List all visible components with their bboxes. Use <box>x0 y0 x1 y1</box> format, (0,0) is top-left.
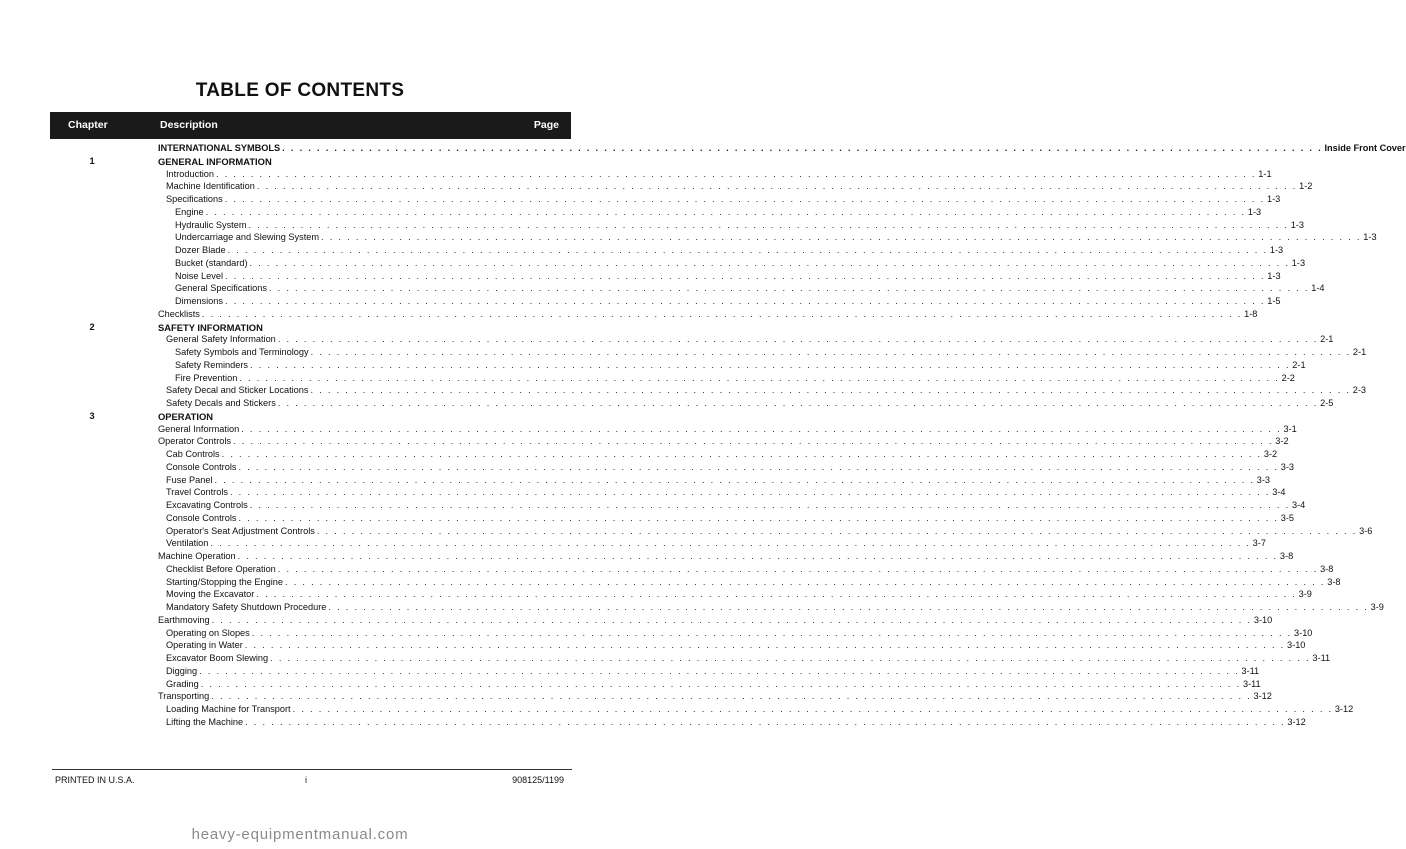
toc-row <box>0 206 1262 219</box>
entry-page: 1-8 <box>1244 308 1258 319</box>
dot-leader: . . . . . . . . . . . . . . . . . . . . . . . . . . . . . . . . . . . . . . . . . . . . . . . . . . . . . . . . . . . . . . . . . . . . . . . . . . . . . . . . . . . . . . . . . . . . . . . . . . . . . . . . . . . . . . . . . . . . . . . . <box>321 232 1362 243</box>
toc-row <box>0 333 1334 346</box>
toc-row <box>0 142 1406 155</box>
toc-row <box>0 180 1313 193</box>
dot-leader: . . . . . . . . . . . . . . . . . . . . . . . . . . . . . . . . . . . . . . . . . . . . . . . . . . . . . . . . . . . . . . . . . . . . . . . . . . . . . . . . . . . . . . . . . . . . . . . . . . . . . . . . . . . . . . . . . . . . . . . . <box>210 538 1251 549</box>
entry-label: Safety Symbols and Terminology <box>175 347 309 357</box>
entry-label: Excavating Controls <box>166 500 248 510</box>
toc-row <box>0 690 1272 703</box>
entry-label: Operating in Water <box>166 640 243 651</box>
header-chapter: Chapter <box>68 119 108 131</box>
entry-page: 1-3 <box>1291 257 1306 268</box>
dot-leader: . . . . . . . . . . . . . . . . . . . . . . . . . . . . . . . . . . . . . . . . . . . . . . . . . . . . . . . . . . . . . . . . . . . . . . . . . . . . . . . . . . . . . . . . . . . . . . . . . . . . . . . . . . . . . . . . . . . . . . . . <box>310 347 1351 357</box>
entry-label: Operator's Seat Adjustment Controls <box>166 525 315 536</box>
toc-row <box>0 678 1261 691</box>
entry-label: Checklist Before Operation <box>166 563 276 574</box>
toc-row <box>0 601 1384 614</box>
entry-label: Starting/Stopping the Engine <box>166 576 283 587</box>
dot-leader: . . . . . . . . . . . . . . . . . . . . . . . . . . . . . . . . . . . . . . . . . . . . . . . . . . . . . . . . . . . . . . . . . . . . . . . . . . . . . . . . . . . . . . . . . . . . . . . . . . . . . . . . . . . . . . . . . . . . . . . . <box>249 500 1290 510</box>
entry-page: 3-10 <box>1294 627 1313 638</box>
entry-page: 3-4 <box>1272 487 1286 498</box>
dot-leader: . . . . . . . . . . . . . . . . . . . . . . . . . . . . . . . . . . . . . . . . . . . . . . . . . . . . . . . . . . . . . . . . . . . . . . . . . . . . . . . . . . . . . . . . . . . . . . . . . . . . . . . . . . . . . . . . . . . . . . . . <box>251 627 1293 638</box>
dot-leader: . . . . . . . . . . . . . . . . . . . . . . . . . . . . . . . . . . . . . . . . . . . . . . . . . . . . . . . . . . . . . . . . . . . . . . . . . . . . . . . . . . . . . . . . . . . . . . . . . . . . . . . . . . . . . . . . . . . . . . . . <box>268 283 1310 294</box>
toc-entry <box>166 168 1272 181</box>
toc-entry <box>158 435 1289 448</box>
dot-leader: . . . . . . . . . . . . . . . . . . . . . . . . . . . . . . . . . . . . . . . . . . . . . . . . . . . . . . . . . . . . . . . . . . . . . . . . . . . . . . . . . . . . . . . . . . . . . . . . . . . . . . . . . . . . . . . . . . . . . . . . <box>310 385 1351 396</box>
dot-leader: . . . . . . . . . . . . . . . . . . . . . . . . . . . . . . . . . . . . . . . . . . . . . . . . . . . . . . . . . . . . . . . . . . . . . . . . . . . . . . . . . . . . . . . . . . . . . . . . . . . . . . . . . . . . . . . . . . . . . . . . <box>239 372 1280 383</box>
entry-page: 3-12 <box>1253 691 1272 702</box>
toc-row <box>0 193 1281 206</box>
chapter-number: 3 <box>89 410 95 421</box>
toc-row <box>0 716 1306 729</box>
entry-page: 3-10 <box>1253 614 1273 625</box>
toc-entry <box>166 180 1313 193</box>
toc-row <box>0 435 1289 448</box>
dot-leader: . . . . . . . . . . . . . . . . . . . . . . . . . . . . . . . . . . . . . . . . . . . . . . . . . . . . . . . . . . . . . . . . . . . . . . . . . . . . . . . . . . . . . . . . . . . . . . . . . . . . . . . . . . . . . . . . . . . . . . . . <box>225 270 1266 281</box>
dot-leader: . . . . . . . . . . . . . . . . . . . . . . . . . . . . . . . . . . . . . . . . . . . . . . . . . . . . . . . . . . . . . . . . . . . . . . . . . . . . . . . . . . . . . . . . . . . . . . . . . . . . . . . . . . . . . . . . . . . . . . . . <box>238 512 1279 523</box>
entry-page: 3-8 <box>1320 563 1334 574</box>
dot-leader: . . . . . . . . . . . . . . . . . . . . . . . . . . . . . . . . . . . . . . . . . . . . . . . . . . . . . . . . . . . . . . . . . . . . . . . . . . . . . . . . . . . . . . . . . . . . . . . . . . . . . . . . . . . . . . . . . . . . . . . . <box>205 206 1246 217</box>
entry-page: 3-5 <box>1280 512 1295 523</box>
toc-entry <box>175 270 1281 283</box>
entry-label: Engine <box>175 206 204 217</box>
toc-entry <box>166 627 1313 640</box>
toc-row <box>0 282 1325 295</box>
toc-row <box>0 295 1281 308</box>
toc-entry <box>158 614 1273 627</box>
toc-row <box>0 231 1377 244</box>
toc-entry <box>175 346 1367 359</box>
toc-row <box>0 168 1272 181</box>
dot-leader: . . . . . . . . . . . . . . . . . . . . . . . . . . . . . . . . . . . . . . . . . . . . . . . . . . . . . . . . . . . . . . . . . . . . . . . . . . . . . . . . . . . . . . . . . . . . . . . . . . . . . . . . . . . . . . . . . . . . . . . . <box>248 219 1289 230</box>
dot-leader: . . . . . . . . . . . . . . . . . . . . . . . . . . . . . . . . . . . . . . . . . . . . . . . . . . . . . . . . . . . . . . . . . . . . . . . . . . . . . . . . . . . . . . . . . . . . . . . . . . . . . . . . . . . . . . . . . . . . . . . . <box>229 487 1271 498</box>
toc-entry <box>166 652 1331 665</box>
toc-row <box>0 270 1281 283</box>
toc-entry <box>166 193 1281 206</box>
entry-label: Transporting <box>158 691 210 702</box>
entry-page: 3-2 <box>1263 449 1278 459</box>
dot-leader: . . . . . . . . . . . . . . . . . . . . . . . . . . . . . . . . . . . . . . . . . . . . . . . . . . . . . . . . . . . . . . . . . . . . . . . . . . . . . . . . . . . . . . . . . . . . . . . . . . . . . . . . . . . . . . . . . . . . . . . . <box>227 245 1268 255</box>
entry-label: Travel Controls <box>166 487 228 498</box>
entry-page: 3-4 <box>1291 500 1306 510</box>
toc-entry <box>175 244 1284 257</box>
entry-page: 1-3 <box>1247 206 1262 217</box>
entry-page: 3-9 <box>1298 589 1312 600</box>
dot-leader: . . . . . . . . . . . . . . . . . . . . . . . . . . . . . . . . . . . . . . . . . . . . . . . . . . . . . . . . . . . . . . . . . . . . . . . . . . . . . . . . . . . . . . . . . . . . . . . . . . . . . . . . . . . . . . . . . . . . . . . . <box>221 449 1262 459</box>
footer-page-number: i <box>305 775 307 785</box>
page-title: TABLE OF CONTENTS <box>195 80 405 101</box>
entry-label: Safety Decal and Sticker Locations <box>166 385 309 396</box>
dot-leader: . . . . . . . . . . . . . . . . . . . . . . . . . . . . . . . . . . . . . . . . . . . . . . . . . . . . . . . . . . . . . . . . . . . . . . . . . . . . . . . . . . . . . . . . . . . . . . . . . . . . . . . . . . . . . . . . . . . . . . . . <box>201 308 1243 319</box>
entry-page: 3-7 <box>1252 538 1266 549</box>
toc-row <box>0 359 1306 372</box>
toc-entry <box>175 282 1325 295</box>
entry-page: 3-11 <box>1242 678 1261 689</box>
toc-entry <box>166 601 1384 614</box>
entry-page: 3-8 <box>1327 576 1341 587</box>
entry-label: Undercarriage and Slewing System <box>175 232 320 243</box>
dot-leader: . . . . . . . . . . . . . . . . . . . . . . . . . . . . . . . . . . . . . . . . . . . . . . . . . . . . . . . . . . . . . . . . . . . . . . . . . . . . . . . . . . . . . . . . . . . . . . . . . . . . . . . . . . . . . . . . . . . . . . . . <box>211 614 1252 625</box>
entry-label: Machine Operation <box>158 551 236 561</box>
dot-leader: . . . . . . . . . . . . . . . . . . . . . . . . . . . . . . . . . . . . . . . . . . . . . . . . . . . . . . . . . . . . . . . . . . . . . . . . . . . . . . . . . . . . . . . . . . . . . . . . . . . . . . . . . . . . . . . . . . . . . . . . <box>224 194 1265 204</box>
entry-label: Specifications <box>166 194 223 204</box>
dot-leader: . . . . . . . . . . . . . . . . . . . . . . . . . . . . . . . . . . . . . . . . . . . . . . . . . . . . . . . . . . . . . . . . . . . . . . . . . . . . . . . . . . . . . . . . . . . . . . . . . . . . . . . . . . . . . . . . . . . . . . . . <box>270 653 1311 663</box>
entry-label: Ventilation <box>166 538 209 549</box>
toc-row <box>0 448 1278 461</box>
toc-entry <box>175 295 1281 308</box>
toc-entry <box>166 665 1260 678</box>
header-page: Page <box>533 119 559 131</box>
chapter-heading-row <box>0 410 600 423</box>
toc-entry <box>175 206 1262 219</box>
header-description: Description <box>160 119 218 131</box>
dot-leader: . . . . . . . . . . . . . . . . . . . . . . . . . . . . . . . . . . . . . . . . . . . . . . . . . . . . . . . . . . . . . . . . . . . . . . . . . . . . . . . . . . . . . . . . . . . . . . . . . . . . . . . . . . . . . . . . . . . . . . . . <box>256 589 1297 600</box>
chapter-heading-row <box>0 155 600 168</box>
toc-entry <box>166 703 1354 716</box>
entry-page: 1-4 <box>1311 283 1325 294</box>
toc-entry <box>166 384 1367 397</box>
entry-label: INTERNATIONAL SYMBOLS <box>158 143 281 153</box>
toc-entry <box>166 474 1271 487</box>
toc-entry <box>175 219 1305 232</box>
toc-entry <box>158 308 1258 321</box>
entry-label: Introduction <box>166 168 215 179</box>
entry-page: 3-3 <box>1280 461 1295 472</box>
entry-label: Noise Level <box>175 270 224 281</box>
entry-label: General Information <box>158 423 240 434</box>
toc-row <box>0 652 1331 665</box>
toc-row <box>0 525 1373 538</box>
entry-page: 3-10 <box>1287 640 1306 651</box>
dot-leader: . . . . . . . . . . . . . . . . . . . . . . . . . . . . . . . . . . . . . . . . . . . . . . . . . . . . . . . . . . . . . . . . . . . . . . . . . . . . . . . . . . . . . . . . . . . . . . . . . . . . . . . . . . . . . . . . . . . . . . . . <box>316 525 1358 536</box>
entry-label: Excavator Boom Slewing <box>166 653 269 663</box>
toc-row <box>0 703 1354 716</box>
entry-page: Inside Front Cover <box>1324 143 1406 153</box>
entry-label: Machine Identification <box>166 181 255 192</box>
toc-row <box>0 614 1273 627</box>
entry-page: 3-9 <box>1370 602 1384 612</box>
toc-entry <box>166 716 1306 729</box>
toc-row <box>0 550 1294 563</box>
entry-page: 2-1 <box>1320 334 1334 345</box>
toc-row <box>0 384 1367 397</box>
dot-leader: . . . . . . . . . . . . . . . . . . . . . . . . . . . . . . . . . . . . . . . . . . . . . . . . . . . . . . . . . . . . . . . . . . . . . . . . . . . . . . . . . . . . . . . . . . . . . . . . . . . . . . . . . . . . . . . . . . . . . . . . <box>214 474 1255 485</box>
toc-entry <box>166 537 1266 550</box>
dot-leader: . . . . . . . . . . . . . . . . . . . . . . . . . . . . . . . . . . . . . . . . . . . . . . . . . . . . . . . . . . . . . . . . . . . . . . . . . . . . . . . . . . . . . . . . . . . . . . . . . . . . . . . . . . . . . . . . . . . . . . . . <box>237 551 1278 561</box>
dot-leader: . . . . . . . . . . . . . . . . . . . . . . . . . . . . . . . . . . . . . . . . . . . . . . . . . . . . . . . . . . . . . . . . . . . . . . . . . . . . . . . . . . . . . . . . . . . . . . . . . . . . . . . . . . . . . . . . . . . . . . . . <box>245 716 1286 727</box>
toc-row <box>0 627 1313 640</box>
toc-row <box>0 639 1306 652</box>
entry-label: Console Controls <box>166 512 237 523</box>
dot-leader: . . . . . . . . . . . . . . . . . . . . . . . . . . . . . . . . . . . . . . . . . . . . . . . . . . . . . . . . . . . . . . . . . . . . . . . . . . . . . . . . . . . . . . . . . . . . . . . . . . . . . . . . . . . . . . . . . . . . . . . . <box>238 461 1279 472</box>
toc-row <box>0 563 1334 576</box>
dot-leader: . . . . . . . . . . . . . . . . . . . . . . . . . . . . . . . . . . . . . . . . . . . . . . . . . . . . . . . . . . . . . . . . . . . . . . . . . . . . . . . . . . . . . . . . . . . . . . . . . . . . . . . . . . . . . . . . . . . . . . . . <box>277 398 1319 408</box>
toc-row <box>0 665 1260 678</box>
toc-row <box>0 423 1297 436</box>
toc-row <box>0 219 1305 232</box>
entry-page: 3-8 <box>1279 551 1294 561</box>
entry-label: Console Controls <box>166 461 237 472</box>
entry-label: Safety Decals and Stickers <box>166 398 276 408</box>
toc-row <box>0 257 1306 270</box>
entry-label: Dimensions <box>175 296 223 306</box>
entry-page: 2-1 <box>1292 359 1306 370</box>
chapter-title: SAFETY INFORMATION <box>158 321 263 333</box>
toc-row <box>0 372 1295 385</box>
toc-row <box>0 244 1284 257</box>
toc-entry <box>158 142 1406 155</box>
entry-page: 1-3 <box>1267 270 1281 281</box>
entry-label: Operating on Slopes <box>166 627 250 638</box>
dot-leader: . . . . . . . . . . . . . . . . . . . . . . . . . . . . . . . . . . . . . . . . . . . . . . . . . . . . . . . . . . . . . . . . . . . . . . . . . . . . . . . . . . . . . . . . . . . . . . . . . . . . . . . . . . . . . . . . . . . . . . . . <box>277 563 1319 574</box>
dot-leader: . . . . . . . . . . . . . . . . . . . . . . . . . . . . . . . . . . . . . . . . . . . . . . . . . . . . . . . . . . . . . . . . . . . . . . . . . . . . . . . . . . . . . . . . . . . . . . . . . . . . . . . . . . . . . . . . . . . . . . . . <box>199 665 1240 676</box>
toc-entry <box>175 231 1377 244</box>
entry-page: 1-3 <box>1266 194 1281 204</box>
entry-label: Grading <box>166 678 199 689</box>
entry-label: Mandatory Safety Shutdown Procedure <box>166 602 327 612</box>
chapter-number: 1 <box>89 155 95 166</box>
entry-page: 1-3 <box>1290 219 1305 230</box>
chapter-heading-row <box>0 321 600 334</box>
entry-label: Fuse Panel <box>166 474 213 485</box>
toc-entry <box>166 576 1341 589</box>
entry-label: Operator Controls <box>158 436 232 447</box>
toc-entry <box>166 397 1334 410</box>
toc-entry <box>166 448 1278 461</box>
chapter-title: GENERAL INFORMATION <box>158 155 272 167</box>
entry-page: 2-2 <box>1281 372 1295 383</box>
toc-entry <box>175 372 1295 385</box>
dot-leader: . . . . . . . . . . . . . . . . . . . . . . . . . . . . . . . . . . . . . . . . . . . . . . . . . . . . . . . . . . . . . . . . . . . . . . . . . . . . . . . . . . . . . . . . . . . . . . . . . . . . . . . . . . . . . . . . . . . . . . . . <box>211 691 1252 702</box>
entry-label: Loading Machine for Transport <box>166 704 291 714</box>
entry-page: 3-11 <box>1241 665 1260 676</box>
entry-label: Fire Prevention <box>175 372 238 383</box>
dot-leader: . . . . . . . . . . . . . . . . . . . . . . . . . . . . . . . . . . . . . . . . . . . . . . . . . . . . . . . . . . . . . . . . . . . . . . . . . . . . . . . . . . . . . . . . . . . . . . . . . . . . . . . . . . . . . . . . . . . . . . . . <box>249 257 1290 268</box>
dot-leader: . . . . . . . . . . . . . . . . . . . . . . . . . . . . . . . . . . . . . . . . . . . . . . . . . . . . . . . . . . . . . . . . . . . . . . . . . . . . . . . . . . . . . . . . . . . . . . . . . . . . . . . . . . . . . . . . . . . . . . . . <box>241 423 1282 434</box>
entry-label: General Specifications <box>175 283 267 294</box>
watermark: heavy-equipmentmanual.com <box>191 826 409 843</box>
toc-row <box>0 308 1258 321</box>
dot-leader: . . . . . . . . . . . . . . . . . . . . . . . . . . . . . . . . . . . . . . . . . . . . . . . . . . . . . . . . . . . . . . . . . . . . . . . . . . . . . . . . . . . . . . . . . . . . . . . . . . . . . . . . . . . . . . . . . . . . . . . . <box>225 296 1266 306</box>
toc-row <box>0 461 1295 474</box>
dot-leader: . . . . . . . . . . . . . . . . . . . . . . . . . . . . . . . . . . . . . . . . . . . . . . . . . . . . . . . . . . . . . . . . . . . . . . . . . . . . . . . . . . . . . . . . . . . . . . . . . . . . . . . . . . . . . . . . . . . . . . . . <box>328 602 1369 612</box>
dot-leader: . . . . . . . . . . . . . . . . . . . . . . . . . . . . . . . . . . . . . . . . . . . . . . . . . . . . . . . . . . . . . . . . . . . . . . . . . . . . . . . . . . . . . . . . . . . . . . . . . . . . . . . . . . . . . . . . . . . . . . . . <box>282 143 1323 153</box>
footer-divider <box>52 769 572 770</box>
entry-label: Lifting the Machine <box>166 716 244 727</box>
toc-entry <box>158 550 1294 563</box>
entry-page: 3-2 <box>1275 436 1289 447</box>
dot-leader: . . . . . . . . . . . . . . . . . . . . . . . . . . . . . . . . . . . . . . . . . . . . . . . . . . . . . . . . . . . . . . . . . . . . . . . . . . . . . . . . . . . . . . . . . . . . . . . . . . . . . . . . . . . . . . . . . . . . . . . . <box>244 640 1286 651</box>
toc-entry <box>166 525 1373 538</box>
toc-row <box>0 588 1312 601</box>
dot-leader: . . . . . . . . . . . . . . . . . . . . . . . . . . . . . . . . . . . . . . . . . . . . . . . . . . . . . . . . . . . . . . . . . . . . . . . . . . . . . . . . . . . . . . . . . . . . . . . . . . . . . . . . . . . . . . . . . . . . . . . . <box>277 334 1319 345</box>
entry-page: 3-6 <box>1359 525 1373 536</box>
entry-label: Hydraulic System <box>175 219 247 230</box>
entry-label: Safety Reminders <box>175 359 249 370</box>
entry-label: Earthmoving <box>158 614 210 625</box>
toc-entry <box>166 563 1334 576</box>
toc-entry <box>166 486 1286 499</box>
entry-label: Bucket (standard) <box>175 257 248 268</box>
entry-page: 2-5 <box>1320 398 1334 408</box>
toc-entry <box>175 257 1306 270</box>
dot-leader: . . . . . . . . . . . . . . . . . . . . . . . . . . . . . . . . . . . . . . . . . . . . . . . . . . . . . . . . . . . . . . . . . . . . . . . . . . . . . . . . . . . . . . . . . . . . . . . . . . . . . . . . . . . . . . . . . . . . . . . . <box>292 704 1333 714</box>
entry-page: 3-12 <box>1287 716 1306 727</box>
dot-leader: . . . . . . . . . . . . . . . . . . . . . . . . . . . . . . . . . . . . . . . . . . . . . . . . . . . . . . . . . . . . . . . . . . . . . . . . . . . . . . . . . . . . . . . . . . . . . . . . . . . . . . . . . . . . . . . . . . . . . . . . <box>250 359 1291 370</box>
dot-leader: . . . . . . . . . . . . . . . . . . . . . . . . . . . . . . . . . . . . . . . . . . . . . . . . . . . . . . . . . . . . . . . . . . . . . . . . . . . . . . . . . . . . . . . . . . . . . . . . . . . . . . . . . . . . . . . . . . . . . . . . <box>233 436 1274 447</box>
entry-page: 3-3 <box>1256 474 1271 485</box>
entry-page: 2-1 <box>1352 347 1367 357</box>
toc-entry <box>158 423 1297 436</box>
entry-label: Digging <box>166 665 198 676</box>
entry-page: 3-1 <box>1283 423 1297 434</box>
toc-entry <box>166 461 1295 474</box>
entry-label: Moving the Excavator <box>166 589 255 600</box>
entry-label: Cab Controls <box>166 449 220 459</box>
toc-entry <box>166 678 1261 691</box>
toc-entry <box>166 588 1312 601</box>
entry-page: 3-11 <box>1312 653 1331 663</box>
dot-leader: . . . . . . . . . . . . . . . . . . . . . . . . . . . . . . . . . . . . . . . . . . . . . . . . . . . . . . . . . . . . . . . . . . . . . . . . . . . . . . . . . . . . . . . . . . . . . . . . . . . . . . . . . . . . . . . . . . . . . . . . <box>284 576 1326 587</box>
entry-page: 3-12 <box>1334 704 1354 714</box>
toc-entry <box>166 499 1306 512</box>
dot-leader: . . . . . . . . . . . . . . . . . . . . . . . . . . . . . . . . . . . . . . . . . . . . . . . . . . . . . . . . . . . . . . . . . . . . . . . . . . . . . . . . . . . . . . . . . . . . . . . . . . . . . . . . . . . . . . . . . . . . . . . . <box>256 181 1298 192</box>
toc-entry <box>175 359 1306 372</box>
toc-row <box>0 486 1286 499</box>
footer-printed: PRINTED IN U.S.A. <box>55 775 135 785</box>
toc-entry <box>158 690 1272 703</box>
chapter-number: 2 <box>89 321 95 332</box>
entry-label: Dozer Blade <box>175 245 226 255</box>
toc-row <box>0 346 1367 359</box>
chapter-title: OPERATION <box>158 410 214 422</box>
toc-row <box>0 512 1295 525</box>
toc-row <box>0 397 1334 410</box>
entry-page: 1-3 <box>1269 245 1284 255</box>
entry-page: 1-1 <box>1258 168 1272 179</box>
toc-entry <box>166 333 1334 346</box>
dot-leader: . . . . . . . . . . . . . . . . . . . . . . . . . . . . . . . . . . . . . . . . . . . . . . . . . . . . . . . . . . . . . . . . . . . . . . . . . . . . . . . . . . . . . . . . . . . . . . . . . . . . . . . . . . . . . . . . . . . . . . . . <box>216 168 1257 179</box>
entry-page: 1-2 <box>1299 181 1313 192</box>
entry-page: 1-5 <box>1267 296 1281 306</box>
entry-label: Checklists <box>158 308 200 319</box>
entry-label: General Safety Information <box>166 334 276 345</box>
toc-row <box>0 537 1266 550</box>
dot-leader: . . . . . . . . . . . . . . . . . . . . . . . . . . . . . . . . . . . . . . . . . . . . . . . . . . . . . . . . . . . . . . . . . . . . . . . . . . . . . . . . . . . . . . . . . . . . . . . . . . . . . . . . . . . . . . . . . . . . . . . . <box>200 678 1241 689</box>
entry-page: 1-3 <box>1363 232 1377 243</box>
toc-header-bar <box>50 112 571 139</box>
toc-entry <box>166 639 1306 652</box>
toc-entry <box>166 512 1295 525</box>
entry-page: 2-3 <box>1352 385 1367 396</box>
toc-row <box>0 576 1341 589</box>
footer-doc-code: 908125/1199 <box>512 775 564 785</box>
toc-row <box>0 474 1271 487</box>
toc-row <box>0 499 1306 512</box>
